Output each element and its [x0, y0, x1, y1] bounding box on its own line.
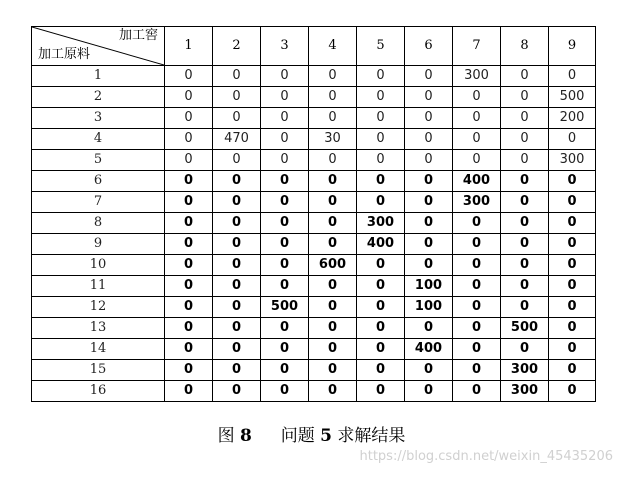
- value-cell: 0: [549, 297, 596, 318]
- row-label-cell: 12: [32, 297, 165, 318]
- row-label-cell: 2: [32, 87, 165, 108]
- value-cell: 300: [357, 213, 405, 234]
- table-row: [32, 234, 596, 255]
- value-cell: 0: [261, 171, 309, 192]
- value-cell: 0: [549, 276, 596, 297]
- value-cell: 0: [501, 150, 549, 171]
- table-row: [32, 129, 596, 150]
- value-cell: 500: [501, 318, 549, 339]
- value-cell: 0: [501, 276, 549, 297]
- value-cell: 0: [405, 381, 453, 402]
- value-cell: 0: [453, 381, 501, 402]
- value-cell: 0: [261, 87, 309, 108]
- value-cell: 0: [357, 339, 405, 360]
- value-cell: 0: [261, 339, 309, 360]
- value-cell: 0: [453, 318, 501, 339]
- value-cell: 0: [261, 234, 309, 255]
- value-cell: 0: [453, 297, 501, 318]
- row-label-cell: 3: [32, 108, 165, 129]
- value-cell: 300: [501, 381, 549, 402]
- value-cell: 0: [261, 213, 309, 234]
- caption-text-before: 问题: [280, 426, 315, 446]
- row-label-cell: 10: [32, 255, 165, 276]
- corner-column-axis-label: 加工窖: [118, 28, 158, 43]
- value-cell: 0: [501, 213, 549, 234]
- value-cell: 0: [309, 150, 357, 171]
- value-cell: 0: [261, 360, 309, 381]
- value-cell: 500: [261, 297, 309, 318]
- value-cell: 0: [261, 318, 309, 339]
- row-label-cell: 14: [32, 339, 165, 360]
- value-cell: 0: [165, 129, 213, 150]
- header-row: [32, 27, 596, 66]
- value-cell: 0: [405, 192, 453, 213]
- value-cell: 0: [213, 66, 261, 87]
- value-cell: 0: [309, 339, 357, 360]
- value-cell: 0: [405, 171, 453, 192]
- caption-figure-label: 图: [217, 426, 235, 446]
- value-cell: 0: [405, 87, 453, 108]
- value-cell: 0: [309, 171, 357, 192]
- value-cell: 400: [357, 234, 405, 255]
- value-cell: 0: [357, 192, 405, 213]
- value-cell: 0: [309, 87, 357, 108]
- value-cell: 400: [405, 339, 453, 360]
- value-cell: 0: [453, 255, 501, 276]
- table-row: [32, 381, 596, 402]
- value-cell: 0: [357, 360, 405, 381]
- value-cell: 0: [549, 192, 596, 213]
- value-cell: 300: [453, 66, 501, 87]
- value-cell: 0: [261, 276, 309, 297]
- value-cell: 0: [405, 234, 453, 255]
- value-cell: 200: [549, 108, 596, 129]
- value-cell: 500: [549, 87, 596, 108]
- value-cell: 0: [309, 192, 357, 213]
- value-cell: 0: [261, 192, 309, 213]
- value-cell: 0: [357, 87, 405, 108]
- value-cell: 0: [165, 381, 213, 402]
- value-cell: 0: [213, 297, 261, 318]
- row-label-cell: 16: [32, 381, 165, 402]
- value-cell: 0: [405, 108, 453, 129]
- table-body: [32, 66, 596, 402]
- table-row: [32, 87, 596, 108]
- value-cell: 0: [501, 255, 549, 276]
- value-cell: 0: [261, 129, 309, 150]
- value-cell: 0: [357, 150, 405, 171]
- value-cell: 0: [357, 171, 405, 192]
- value-cell: 0: [453, 129, 501, 150]
- table-row: [32, 276, 596, 297]
- value-cell: 0: [357, 255, 405, 276]
- value-cell: 0: [165, 66, 213, 87]
- value-cell: 0: [549, 171, 596, 192]
- value-cell: 0: [453, 108, 501, 129]
- value-cell: 0: [453, 276, 501, 297]
- caption-figure-number: 8: [240, 426, 252, 446]
- value-cell: 0: [549, 213, 596, 234]
- value-cell: 0: [165, 297, 213, 318]
- value-cell: 0: [165, 213, 213, 234]
- value-cell: 0: [405, 255, 453, 276]
- table-row: [32, 66, 596, 87]
- value-cell: 0: [501, 171, 549, 192]
- value-cell: 0: [501, 297, 549, 318]
- value-cell: 0: [309, 360, 357, 381]
- value-cell: 0: [261, 150, 309, 171]
- value-cell: 0: [165, 192, 213, 213]
- figure-caption: [0, 425, 623, 447]
- value-cell: 100: [405, 276, 453, 297]
- value-cell: 400: [453, 171, 501, 192]
- value-cell: 0: [549, 339, 596, 360]
- row-label-cell: 9: [32, 234, 165, 255]
- value-cell: 0: [213, 360, 261, 381]
- value-cell: 0: [165, 276, 213, 297]
- value-cell: 0: [213, 87, 261, 108]
- row-label-cell: 15: [32, 360, 165, 381]
- column-header-cell: 1: [165, 27, 213, 66]
- value-cell: 0: [165, 255, 213, 276]
- value-cell: 0: [165, 150, 213, 171]
- value-cell: 0: [405, 318, 453, 339]
- table-row: [32, 213, 596, 234]
- value-cell: 0: [549, 66, 596, 87]
- table-row: [32, 297, 596, 318]
- table-row: [32, 171, 596, 192]
- value-cell: 0: [261, 66, 309, 87]
- value-cell: 0: [405, 213, 453, 234]
- value-cell: 0: [501, 66, 549, 87]
- caption-text-after: 求解结果: [337, 426, 406, 446]
- value-cell: 0: [213, 339, 261, 360]
- value-cell: 0: [405, 360, 453, 381]
- table-row: [32, 360, 596, 381]
- value-cell: 0: [213, 192, 261, 213]
- value-cell: 0: [405, 129, 453, 150]
- value-cell: 0: [165, 171, 213, 192]
- row-label-cell: 6: [32, 171, 165, 192]
- column-header-cell: 5: [357, 27, 405, 66]
- value-cell: 0: [309, 66, 357, 87]
- watermark-url: https://blog.csdn.net/weixin_45435206: [359, 449, 613, 464]
- value-cell: 0: [213, 276, 261, 297]
- value-cell: 0: [357, 108, 405, 129]
- value-cell: 0: [165, 234, 213, 255]
- value-cell: 0: [309, 108, 357, 129]
- row-label-cell: 4: [32, 129, 165, 150]
- table-row: [32, 255, 596, 276]
- value-cell: 0: [213, 150, 261, 171]
- value-cell: 0: [165, 87, 213, 108]
- value-cell: 0: [213, 381, 261, 402]
- value-cell: 0: [357, 66, 405, 87]
- value-cell: 600: [309, 255, 357, 276]
- value-cell: 0: [309, 276, 357, 297]
- value-cell: 0: [549, 318, 596, 339]
- column-header-cell: 8: [501, 27, 549, 66]
- corner-row-axis-label: 加工原料: [38, 47, 91, 62]
- value-cell: 0: [453, 150, 501, 171]
- value-cell: 0: [453, 213, 501, 234]
- table-row: [32, 318, 596, 339]
- value-cell: 0: [165, 339, 213, 360]
- value-cell: 0: [549, 129, 596, 150]
- value-cell: 0: [453, 339, 501, 360]
- value-cell: 0: [261, 108, 309, 129]
- value-cell: 0: [213, 171, 261, 192]
- row-label-cell: 5: [32, 150, 165, 171]
- value-cell: 0: [501, 192, 549, 213]
- value-cell: 0: [357, 276, 405, 297]
- value-cell: 0: [309, 213, 357, 234]
- value-cell: 470: [213, 129, 261, 150]
- value-cell: 0: [309, 297, 357, 318]
- value-cell: 0: [309, 234, 357, 255]
- results-table: [31, 26, 596, 402]
- value-cell: 0: [357, 318, 405, 339]
- value-cell: 0: [309, 381, 357, 402]
- value-cell: 0: [309, 318, 357, 339]
- table-row: [32, 192, 596, 213]
- column-header-cell: 4: [309, 27, 357, 66]
- row-label-cell: 7: [32, 192, 165, 213]
- value-cell: 0: [501, 87, 549, 108]
- value-cell: 0: [357, 129, 405, 150]
- column-header-cell: 3: [261, 27, 309, 66]
- corner-header-cell: [32, 27, 165, 66]
- value-cell: 0: [405, 150, 453, 171]
- value-cell: 0: [165, 318, 213, 339]
- column-header-cell: 6: [405, 27, 453, 66]
- value-cell: 300: [453, 192, 501, 213]
- value-cell: 100: [405, 297, 453, 318]
- value-cell: 0: [549, 234, 596, 255]
- value-cell: 0: [165, 108, 213, 129]
- value-cell: 0: [213, 255, 261, 276]
- value-cell: 0: [213, 108, 261, 129]
- value-cell: 0: [501, 339, 549, 360]
- table-row: [32, 108, 596, 129]
- value-cell: 0: [453, 87, 501, 108]
- row-label-cell: 8: [32, 213, 165, 234]
- value-cell: 0: [357, 297, 405, 318]
- value-cell: 300: [549, 150, 596, 171]
- value-cell: 0: [453, 360, 501, 381]
- value-cell: 0: [165, 360, 213, 381]
- table-row: [32, 150, 596, 171]
- value-cell: 0: [453, 234, 501, 255]
- value-cell: 0: [549, 381, 596, 402]
- row-label-cell: 11: [32, 276, 165, 297]
- value-cell: 0: [501, 108, 549, 129]
- value-cell: 0: [549, 360, 596, 381]
- value-cell: 0: [357, 381, 405, 402]
- value-cell: 0: [213, 318, 261, 339]
- table-row: [32, 339, 596, 360]
- value-cell: 0: [501, 129, 549, 150]
- value-cell: 0: [213, 213, 261, 234]
- value-cell: 0: [213, 234, 261, 255]
- value-cell: 0: [549, 255, 596, 276]
- column-header-cell: 2: [213, 27, 261, 66]
- row-label-cell: 13: [32, 318, 165, 339]
- value-cell: 0: [261, 255, 309, 276]
- row-label-cell: 1: [32, 66, 165, 87]
- value-cell: 0: [405, 66, 453, 87]
- column-header-cell: 9: [549, 27, 596, 66]
- column-header-cell: 7: [453, 27, 501, 66]
- value-cell: 0: [261, 381, 309, 402]
- caption-problem-number: 5: [320, 426, 332, 446]
- value-cell: 30: [309, 129, 357, 150]
- value-cell: 300: [501, 360, 549, 381]
- value-cell: 0: [501, 234, 549, 255]
